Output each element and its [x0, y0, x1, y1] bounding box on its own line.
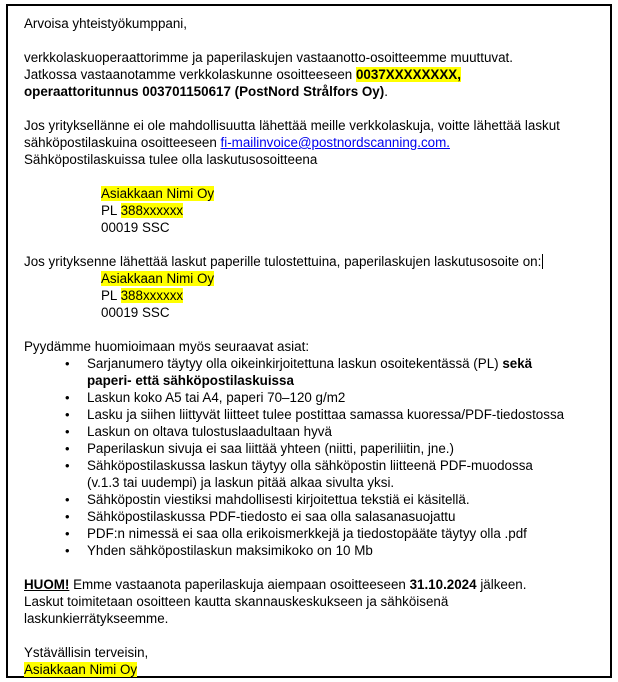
email-line-2-text: sähköpostilaskuina osoitteeseen: [24, 135, 221, 150]
item-10-text: Yhden sähköpostilaskun maksimikoko on 10 Mb: [87, 543, 373, 558]
address-code: 0037XXXXXXXX,: [355, 67, 461, 82]
list-item: [24, 457, 606, 491]
intro-line-1: verkkolaskuoperaattorimme ja paperilaskujen vastaanotto-osoitteemme muuttuvat.: [24, 50, 514, 65]
email-line-1: Jos yrityksellänne ei ole mahdollisuutta lähettää meille verkkolaskuja, voitte lähettää laskut: [24, 118, 560, 133]
notice-label: HUOM!: [24, 577, 70, 592]
item-1-bold-1: sekä: [502, 356, 533, 371]
intro-line-2-text: Jatkossa vastaanotamme verkkolaskunne osoitteeseen: [24, 67, 356, 82]
notice-line-3: laskunkierrätykseemme.: [24, 611, 169, 626]
item-3-text: Lasku ja siihen liittyvät liitteet tulee postittaa samassa kuoressa/PDF-tiedostossa: [87, 407, 565, 422]
bullet-icon: •: [65, 492, 70, 507]
address-2-name-text: Asiakkaan Nimi Oy: [101, 271, 215, 286]
signature-text: Asiakkaan Nimi Oy: [24, 662, 138, 677]
letter-frame: [6, 4, 612, 678]
bullet-icon: •: [65, 407, 70, 422]
paper-line-1-text: Jos yrityksenne lähettää laskut paperille tulostettuina, paperilaskujen laskutusosoite on:: [24, 254, 542, 269]
address-2-po-prefix: PL: [101, 288, 121, 303]
item-2-text: Laskun koko A5 tai A4, paperi 70–120 g/m2: [87, 390, 346, 405]
list-item: [24, 389, 606, 406]
address-1-postal: 00019 SSC: [101, 220, 170, 235]
address-1-name: [24, 185, 606, 202]
address-2-postal: 00019 SSC: [101, 305, 170, 320]
notes-heading: Pyydämme huomioimaan myös seuraavat asiat:: [24, 339, 310, 354]
operator-id: operaattoritunnus 003701150617 (PostNord Strålfors Oy): [24, 84, 385, 99]
signature: [24, 661, 606, 678]
notice-date: 31.10.2024: [409, 577, 477, 592]
notice-line-1: [24, 576, 606, 593]
item-6-line-1: Sähköpostilaskussa laskun täytyy olla sähköpostin liitteenä PDF-muodossa: [87, 458, 533, 473]
address-1-name-text: Asiakkaan Nimi Oy: [101, 186, 215, 201]
bullet-icon: •: [65, 526, 70, 541]
notice-line-1-text: Emme vastaanota paperilaskuja aiempaan osoitteeseen: [69, 577, 410, 592]
item-6-line-2: (v.1.3 tai uudempi) ja laskun pitää alkaa sivulta yksi.: [87, 475, 395, 490]
list-item: [24, 542, 606, 559]
list-item: [24, 406, 606, 423]
address-1-po-number: 388xxxxxx: [120, 203, 184, 218]
item-7-text: Sähköpostin viestiksi mahdollisesti kirjoitettua tekstiä ei käsitellä.: [87, 492, 470, 507]
item-5-text: Paperilaskun sivuja ei saa liittää yhteen (niitti, paperiliitin, jne.): [87, 441, 454, 456]
intro-line-3-end: .: [384, 84, 388, 99]
intro-line-2: [24, 66, 606, 83]
email-link[interactable]: fi-mailinvoice@postnordscanning.com.: [220, 135, 450, 150]
item-9-text: PDF:n nimessä ei saa olla erikoismerkkejä ja tiedostopääte täytyy olla .pdf: [87, 526, 527, 541]
closing-regards: Ystävällisin terveisin,: [24, 645, 149, 660]
list-item: [24, 355, 606, 389]
bullet-icon: •: [65, 509, 70, 524]
list-item: [24, 525, 606, 542]
notice-line-1-end: jälkeen.: [476, 577, 527, 592]
address-2-po: [24, 287, 606, 304]
bullet-icon: •: [65, 458, 70, 473]
bullet-icon: •: [65, 543, 70, 558]
bullet-icon: •: [65, 441, 70, 456]
address-1-po: [24, 202, 606, 219]
paper-line-1[interactable]: [24, 253, 606, 270]
bullet-icon: •: [65, 356, 70, 371]
text-cursor: [542, 254, 543, 269]
bullet-icon: •: [65, 390, 70, 405]
bullet-icon: •: [65, 424, 70, 439]
list-item: [24, 440, 606, 457]
item-4-text: Laskun on oltava tulostuslaadultaan hyvä: [87, 424, 332, 439]
address-1-po-prefix: PL: [101, 203, 121, 218]
intro-line-3: [24, 83, 606, 100]
address-2-name: [24, 270, 606, 287]
email-line-2: [24, 134, 606, 151]
greeting: Arvoisa yhteistyökumppani,: [24, 16, 187, 31]
item-8-text: Sähköpostilaskussa PDF-tiedosto ei saa olla salasanasuojattu: [87, 509, 456, 524]
list-item: [24, 508, 606, 525]
item-1-text: Sarjanumero täytyy olla oikeinkirjoitettuna laskun osoitekentässä (PL): [87, 356, 503, 371]
list-item: [24, 491, 606, 508]
email-line-3: Sähköpostilaskuissa tulee olla laskutusosoitteena: [24, 152, 318, 167]
letter-body: [24, 15, 606, 678]
notes-list: [24, 355, 606, 559]
item-1-bold-2: paperi- että sähköpostilaskuissa: [87, 373, 294, 388]
notice-line-2: Laskut toimitetaan osoitteen kautta skannauskeskukseen ja sähköisenä: [24, 594, 449, 609]
list-item: [24, 423, 606, 440]
address-2-po-number: 388xxxxxx: [120, 288, 184, 303]
